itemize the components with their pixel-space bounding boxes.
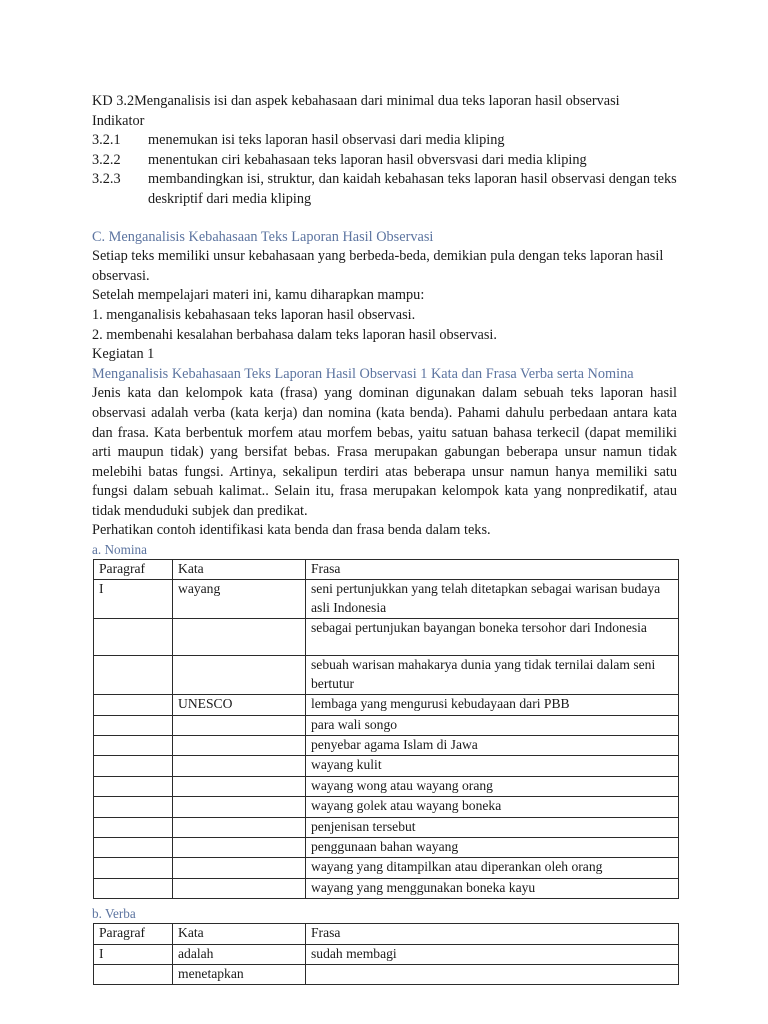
column-header-frasa: Frasa [306,560,679,580]
cell-frasa: wayang golek atau wayang boneka [306,797,679,817]
column-header-paragraf: Paragraf [94,924,173,944]
cell-frasa: wayang yang menggunakan boneka kayu [306,878,679,898]
cell-paragraf [94,756,173,776]
verba-table [93,923,679,985]
table-row [94,656,679,695]
column-header-kata: Kata [173,560,306,580]
indicator-item [92,131,677,151]
cell-frasa: sebagai pertunjukan bayangan boneka tersohor dari Indonesia [306,619,679,656]
cell-kata [173,817,306,837]
intro-paragraph: Setiap teks memiliki unsur kebahasaan yang berbeda-beda, demikian pula dengan teks laporan hasil observasi. [92,248,664,284]
cell-paragraf: I [94,580,173,619]
table-row [94,695,679,715]
nomina-label: a. Nomina [92,542,147,558]
cell-frasa [306,964,679,984]
table-row [94,715,679,735]
cell-frasa: penjenisan tersebut [306,817,679,837]
indicator-text: membandingkan isi, struktur, dan kaidah kebahasan teks laporan hasil observasi dengan teks deskriptif dari media kliping [148,171,677,207]
cell-kata [173,715,306,735]
cell-paragraf [94,695,173,715]
table-row [94,619,679,656]
table-row [94,776,679,796]
cell-frasa: penyebar agama Islam di Jawa [306,735,679,755]
cell-paragraf [94,776,173,796]
instruction-line: Perhatikan contoh identifikasi kata benda dan frasa benda dalam teks. [92,522,491,539]
nomina-table [93,559,679,899]
body-paragraph: Jenis kata dan kelompok kata (frasa) yang dominan digunakan dalam sebuah teks laporan hasil observasi adalah verba (kata kerja) dan nomina (kata benda). Pahami dahulu perbedaan antara kata dan frasa. Kata berbentuk morfem atau morfem bebas, yaitu satuan bahasa terkecil (dapat memiliki arti maupun tidak) yang bersifat bebas. Frasa merupakan gabungan beberapa unsur namun tidak melebihi batas fungsi. Artinya, sekalipun terdiri atas beberapa unsur namun hanya memiliki satu fungsi dalam sebuah kalimat.. Selain itu, frasa merupakan kelompok kata yang nonpredikatif, atau tidak menduduki subjek dan predikat. [92,385,677,519]
cell-paragraf [94,878,173,898]
cell-frasa: wayang yang ditampilkan atau diperankan oleh orang [306,858,679,878]
cell-paragraf [94,837,173,857]
objective-item-2: 2. membenahi kesalahan berbahasa dalam teks laporan hasil observasi. [92,326,497,343]
cell-kata [173,797,306,817]
cell-frasa: wayang kulit [306,756,679,776]
indicator-number: 3.2.3 [92,171,121,188]
table-row [94,580,679,619]
cell-paragraf [94,817,173,837]
cell-kata: menetapkan [173,964,306,984]
cell-kata [173,837,306,857]
section-heading-c: C. Menganalisis Kebahasaan Teks Laporan Hasil Observasi [92,228,434,245]
cell-frasa: para wali songo [306,715,679,735]
cell-kata [173,756,306,776]
cell-kata [173,776,306,796]
cell-frasa: lembaga yang mengurusi kebudayaan dari PBB [306,695,679,715]
table-row [94,858,679,878]
table-row [94,837,679,857]
cell-paragraf [94,715,173,735]
cell-frasa: sebuah warisan mahakarya dunia yang tidak ternilai dalam seni bertutur [306,656,679,695]
cell-kata [173,619,306,656]
cell-kata: adalah [173,944,306,964]
kegiatan-label: Kegiatan 1 [92,346,155,363]
section-heading-kegiatan: Menganalisis Kebahasaan Teks Laporan Hasil Observasi 1 Kata dan Frasa Verba serta Nomina [92,365,634,382]
table-header-row [94,924,679,944]
column-header-paragraf: Paragraf [94,560,173,580]
cell-frasa: penggunaan bahan wayang [306,837,679,857]
objective-item-1: 1. menganalisis kebahasaan teks laporan hasil observasi. [92,306,416,323]
column-header-kata: Kata [173,924,306,944]
indicator-item [92,170,677,209]
cell-frasa: sudah membagi [306,944,679,964]
table-row [94,797,679,817]
cell-kata [173,656,306,695]
indicator-number: 3.2.1 [92,132,121,149]
table-row [94,756,679,776]
table-row [94,964,679,984]
table-row [94,944,679,964]
cell-kata [173,858,306,878]
cell-kata [173,878,306,898]
column-header-frasa: Frasa [306,924,679,944]
table-row [94,735,679,755]
cell-kata: UNESCO [173,695,306,715]
cell-paragraf [94,735,173,755]
indicator-item [92,151,677,171]
cell-kata: wayang [173,580,306,619]
table-row [94,817,679,837]
indicator-number: 3.2.2 [92,151,121,168]
cell-paragraf [94,858,173,878]
cell-paragraf [94,619,173,656]
kd-line: KD 3.2Menganalisis isi dan aspek kebahasaan dari minimal dua teks laporan hasil observasi [92,93,620,109]
objective-lead: Setelah mempelajari materi ini, kamu diharapkan mampu: [92,287,425,304]
indicator-text: menentukan ciri kebahasaan teks laporan hasil obversvasi dari media kliping [148,151,587,168]
indicator-text: menemukan isi teks laporan hasil observasi dari media kliping [148,132,505,149]
table-header-row [94,560,679,580]
cell-paragraf [94,797,173,817]
indicator-list [92,131,677,209]
cell-frasa: wayang wong atau wayang orang [306,776,679,796]
cell-kata [173,735,306,755]
cell-paragraf: I [94,944,173,964]
verba-label: b. Verba [92,906,136,922]
table-row [94,878,679,898]
indikator-label: Indikator [92,112,145,129]
cell-frasa: seni pertunjukkan yang telah ditetapkan sebagai warisan budaya asli Indonesia [306,580,679,619]
cell-paragraf [94,656,173,695]
cell-paragraf [94,964,173,984]
